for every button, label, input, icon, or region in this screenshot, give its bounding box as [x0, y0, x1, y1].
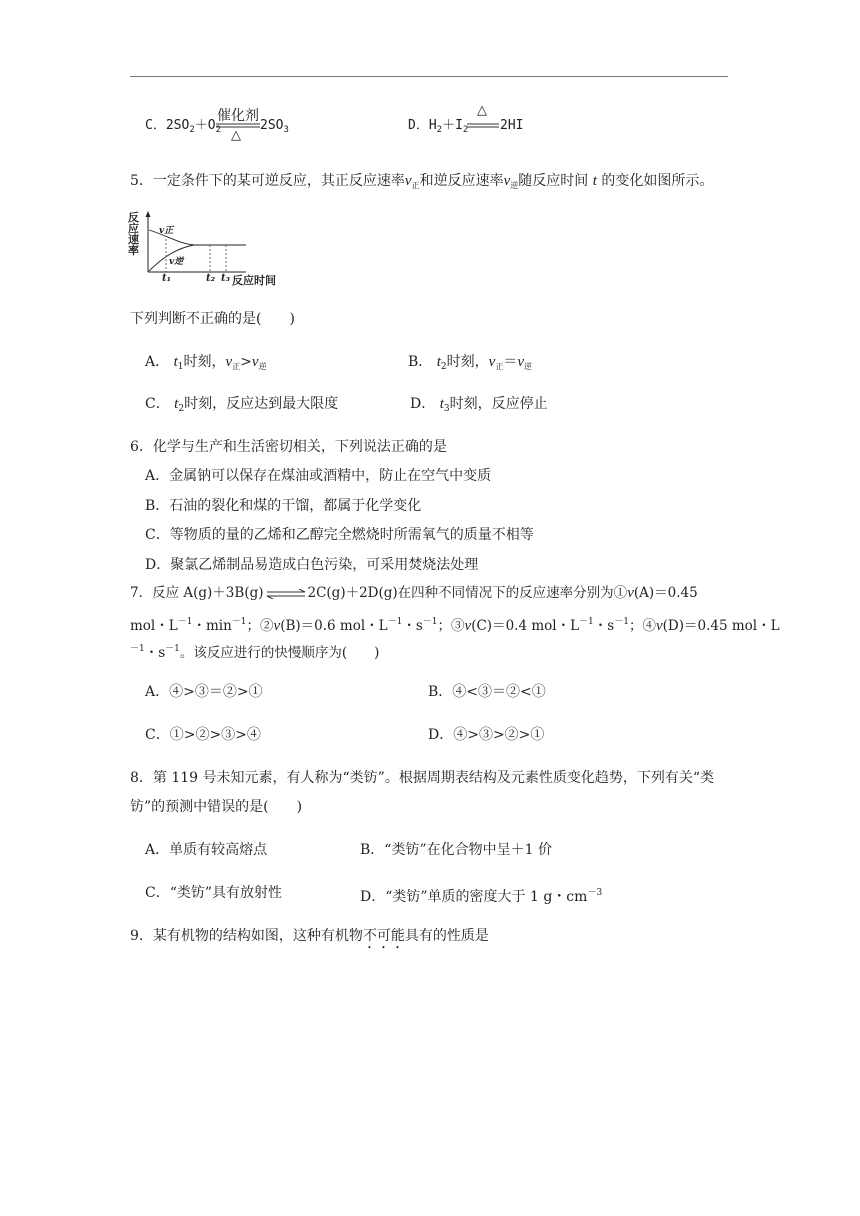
- q6-option-b: B．石油的裂化和煤的干馏，都属于化学变化: [145, 498, 422, 514]
- q6-stem: 6．化学与生产和生活密切相关，下列说法正确的是: [130, 439, 447, 455]
- q5-option-c: C． $t_2$时刻，反应达到最大限度: [145, 396, 339, 414]
- curve-label-reverse: v逆: [169, 257, 184, 267]
- graph-ylabel: 反 应 速 率: [128, 211, 139, 257]
- q4-heat-symbol-d: △: [477, 103, 487, 118]
- q6-option-d: D．聚氯乙烯制品易造成白色污染，可采用焚烧法处理: [145, 557, 479, 573]
- q7-option-a: A．④>③＝②>①: [145, 684, 263, 700]
- q8-option-d: D．“类钫”单质的密度大于 1 g・$cm^{-3}$: [360, 888, 603, 905]
- q8-option-a: A．单质有较高熔点: [145, 842, 268, 858]
- q6-option-a: A．金属钠可以保存在煤油或酒精中，防止在空气中变质: [145, 468, 492, 484]
- q7-stem-line2: mol・$L^{-1}$・$\min^{-1}$；②v(B)＝0.6 mol・$L^{-1}$・$s^{-1}$；③v(C)＝0.4 mol・$L^{-1}$・$s^{-1}$；④v(D)＝0.45 mol・L: [130, 617, 780, 634]
- q6-option-c: C．等物质的量的乙烯和乙醇完全燃烧时所需氧气的质量不相等: [145, 527, 534, 543]
- q7-stem-line3: $^{-1}$・$s^{-1}$。该反应进行的快慢顺序为( ): [130, 644, 380, 661]
- graph-xlabel: 反应时间: [232, 274, 276, 287]
- q9-stem: 9．某有机物的结构如图，这种有机物不可能具有的性质是: [130, 928, 489, 944]
- q7-stem-line1: 7．反应 A(g)＋3B(g) 2C(g)＋2D(g)在四种不同情况下的反应速率分别为①v(A)＝0.45: [130, 585, 698, 601]
- q4-option-c-product: $2SO_3$: [260, 118, 289, 135]
- q4-equal-sign-d: [466, 122, 500, 130]
- header-rule: [130, 76, 728, 77]
- q5-rate-time-graph: [128, 210, 278, 286]
- q8-stem-line1: 8．第 119 号未知元素，有人称为“类钫”。根据周期表结构及元素性质变化趋势，下列有关“类: [130, 770, 714, 786]
- q4-heat-symbol-c: △: [231, 128, 241, 143]
- q5-option-d: D． $t_3$时刻，反应停止: [410, 396, 548, 414]
- q7-option-c: C．①>②>③>④: [145, 727, 261, 743]
- q4-catalyst-label: 催化剂: [217, 108, 259, 124]
- tick-label-t3: t₃: [221, 273, 230, 284]
- q7-option-b: B．④<③＝②<①: [428, 684, 546, 700]
- q8-stem-line2: 钫”的预测中错误的是( ): [130, 799, 303, 815]
- graph-y-arrow: [146, 211, 151, 217]
- tick-label-t2: t₂: [206, 273, 215, 284]
- q4-option-c: C．$2SO_2+O_2$: [145, 118, 221, 135]
- tick-label-t1: t₁: [162, 273, 171, 284]
- q5-option-b: B． $t_2$时刻，$v_正=v_逆$: [408, 354, 532, 372]
- q4-option-d-product: 2HI: [500, 118, 524, 133]
- q8-option-b: B．“类钫”在化合物中呈＋1 价: [360, 842, 552, 858]
- q7-option-d: D．④>③>②>①: [428, 727, 545, 743]
- q7-reversible-arrow: [265, 589, 307, 599]
- q9-emphasis-text: 不可能: [362, 928, 405, 944]
- q5-stem: 5．一定条件下的某可逆反应，其正反应速率$v_正$和逆反应速率$v_逆$随反应时间 t 的变化如图所示。: [130, 173, 714, 190]
- q5-option-a: A． $t_1$时刻，$v_正>v_逆$: [145, 354, 267, 372]
- curve-label-forward: v正: [159, 226, 174, 236]
- q5-question: 下列判断不正确的是( ): [130, 311, 295, 327]
- q4-option-d: D．$H_2+I_2$: [408, 118, 469, 135]
- q8-option-c: C．“类钫”具有放射性: [145, 885, 283, 901]
